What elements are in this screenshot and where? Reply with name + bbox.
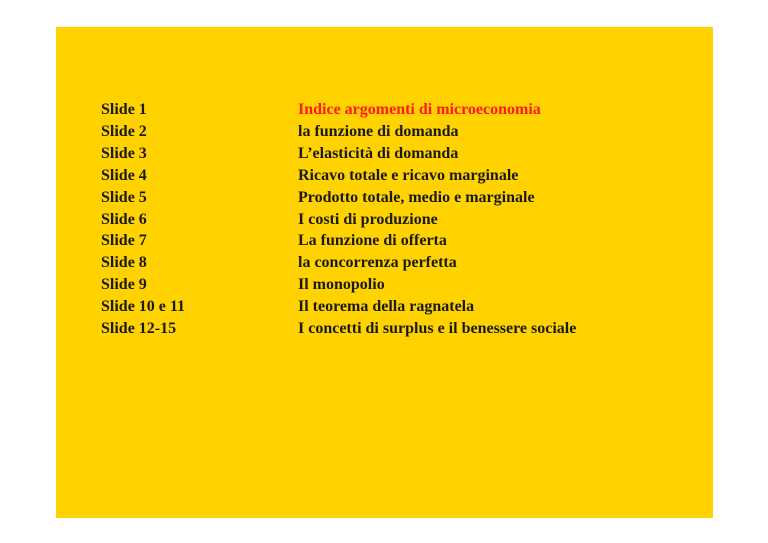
topic-index [101,99,576,340]
index-row-5 [101,187,576,209]
slide-number: Slide 10 e 11 [101,298,186,316]
slide-number: Slide 8 [101,254,147,272]
topic-title: L’elasticità di domanda [298,144,459,162]
slide-number: Slide 7 [101,232,147,250]
index-row-10 [101,296,576,318]
index-row-4 [101,165,576,187]
slide-number: Slide 4 [101,166,147,184]
index-row-8 [101,252,576,274]
index-row-9 [101,274,576,296]
slide-number: Slide 1 [101,101,147,118]
topic-title: Il monopolio [298,276,385,294]
slide-number: Slide 3 [101,144,147,162]
topic-title: Indice argomenti di microeconomia [298,101,541,118]
slide-canvas [56,27,713,518]
index-row-6 [101,209,576,231]
index-row-3 [101,143,576,165]
slide-number: Slide 6 [101,210,147,228]
slide-number: Slide 12-15 [101,320,177,338]
index-row-2 [101,121,576,143]
slide-number: Slide 5 [101,188,147,206]
slide-number: Slide 2 [101,122,147,140]
topic-title: la concorrenza perfetta [298,254,457,272]
topic-title: la funzione di domanda [298,122,459,140]
index-row-7 [101,230,576,252]
topic-title: I costi di produzione [298,210,438,228]
topic-title: Ricavo totale e ricavo marginale [298,166,519,184]
topic-title: Il teorema della ragnatela [298,298,475,316]
topic-title: La funzione di offerta [298,232,447,250]
topic-title: I concetti di surplus e il benessere sociale [298,320,577,338]
index-row-1 [101,99,576,121]
index-row-11 [101,318,576,340]
topic-title: Prodotto totale, medio e marginale [298,188,535,206]
slide-number: Slide 9 [101,276,147,294]
